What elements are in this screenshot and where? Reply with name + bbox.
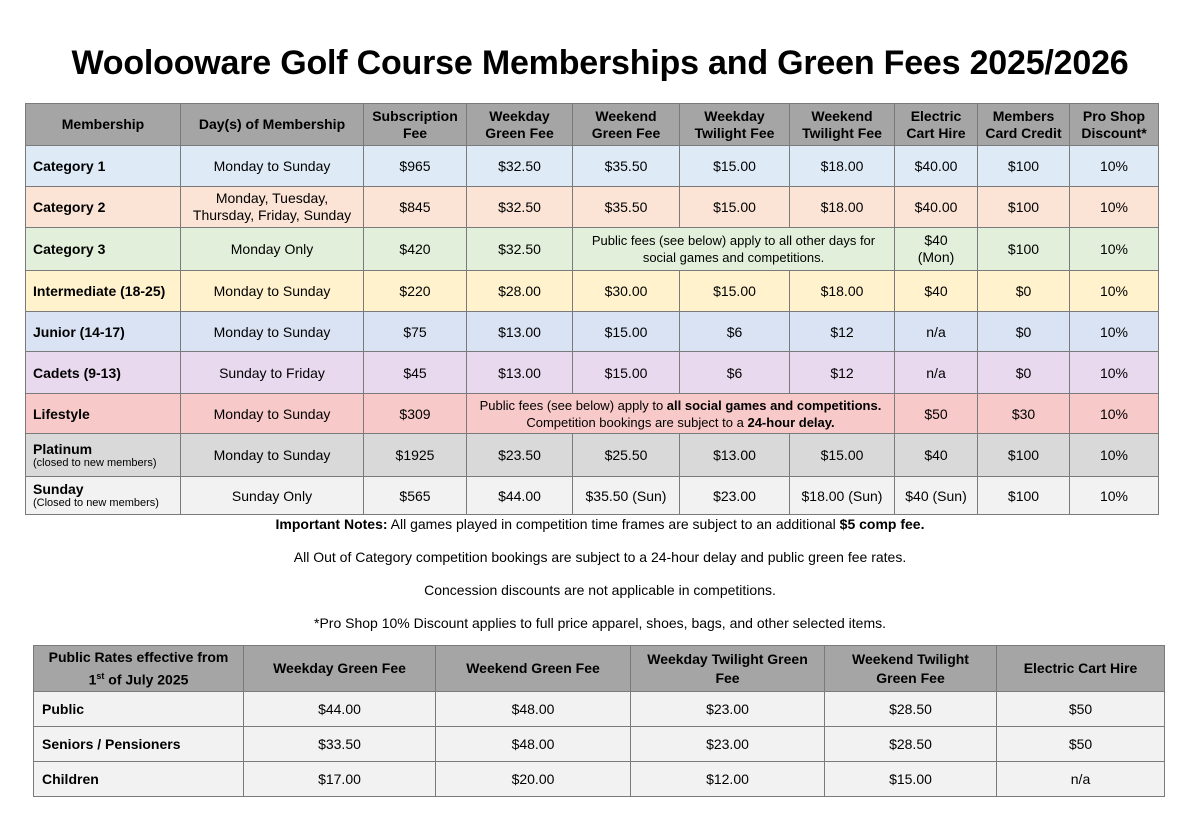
discount-cell: 10% bbox=[1070, 352, 1159, 394]
header-cart: Electric Cart Hire bbox=[895, 104, 978, 146]
discount-cell: 10% bbox=[1070, 228, 1159, 271]
header-credit: Members Card Credit bbox=[978, 104, 1070, 146]
header-weekday-twilight: Weekday Twilight Fee bbox=[680, 104, 790, 146]
weekend-cell: $35.50 (Sun) bbox=[573, 477, 680, 515]
table-row bbox=[26, 146, 1159, 187]
cadets-cell: Cadets (9-13) bbox=[26, 352, 181, 394]
weekday-twilight-cell: $15.00 bbox=[680, 146, 790, 187]
discount-cell: 10% bbox=[1070, 146, 1159, 187]
days-cell: Sunday to Friday bbox=[181, 352, 364, 394]
cart-cell: $50 bbox=[895, 394, 978, 434]
table-row bbox=[26, 394, 1159, 434]
weekend-cell: $20.00 bbox=[436, 762, 631, 797]
header-weekend-green: Weekend Green Fee bbox=[573, 104, 680, 146]
days-cell: Monday to Sunday bbox=[181, 312, 364, 352]
weekend-twilight-cell: $12 bbox=[790, 352, 895, 394]
junior-cell: Junior (14-17) bbox=[26, 312, 181, 352]
days-cell: Sunday Only bbox=[181, 477, 364, 515]
table-row bbox=[26, 271, 1159, 312]
weekend-twilight-cell: $15.00 bbox=[790, 434, 895, 477]
weekday-twilight-cell: $6 bbox=[680, 312, 790, 352]
header-weekday-green: Weekday Green Fee bbox=[467, 104, 573, 146]
credit-cell: $30 bbox=[978, 394, 1070, 434]
weekend-twilight-cell: $28.50 bbox=[825, 692, 997, 727]
lifestyle-cell: Lifestyle bbox=[26, 394, 181, 434]
important-notes: Important Notes: All games played in competition time frames are subject to an additional $5 comp fee. bbox=[275, 516, 925, 532]
credit-cell: $0 bbox=[978, 271, 1070, 312]
platinum-cell: Platinum (closed to new members) bbox=[26, 434, 181, 477]
days-cell: Monday, Tuesday, Thursday, Friday, Sunday bbox=[181, 187, 364, 228]
weekday-cell: $44.00 bbox=[244, 692, 436, 727]
cart-cell: $50 bbox=[997, 727, 1165, 762]
table-row bbox=[34, 762, 1165, 797]
cart-cell: n/a bbox=[997, 762, 1165, 797]
category-2-cell: Category 2 bbox=[26, 187, 181, 228]
sunday-cell: Sunday (Closed to new members) bbox=[26, 477, 181, 515]
public-rates-table bbox=[33, 645, 1165, 797]
days-cell: Monday to Sunday bbox=[181, 146, 364, 187]
note-concession: Concession discounts are not applicable in competitions. bbox=[424, 582, 776, 598]
weekday-cell: $32.50 bbox=[467, 146, 573, 187]
weekday-twilight-cell: $23.00 bbox=[680, 477, 790, 515]
weekend-twilight-cell: $18.00 (Sun) bbox=[790, 477, 895, 515]
membership-header-row bbox=[26, 104, 1159, 146]
subscription-cell: $75 bbox=[364, 312, 467, 352]
discount-cell: 10% bbox=[1070, 477, 1159, 515]
credit-cell: $100 bbox=[978, 228, 1070, 271]
header-public-weekday: Weekday Green Fee bbox=[244, 646, 436, 692]
header-membership: Membership bbox=[26, 104, 181, 146]
note-pro-shop: *Pro Shop 10% Discount applies to full price apparel, shoes, bags, and other selected items. bbox=[314, 615, 886, 631]
credit-cell: $100 bbox=[978, 477, 1070, 515]
credit-cell: $0 bbox=[978, 352, 1070, 394]
subscription-cell: $309 bbox=[364, 394, 467, 434]
weekend-twilight-cell: $12 bbox=[790, 312, 895, 352]
header-public-cart: Electric Cart Hire bbox=[997, 646, 1165, 692]
weekend-cell: $30.00 bbox=[573, 271, 680, 312]
weekend-twilight-cell: $15.00 bbox=[825, 762, 997, 797]
seniors-label: Seniors / Pensioners bbox=[34, 727, 244, 762]
cart-cell: $40 bbox=[895, 434, 978, 477]
header-days: Day(s) of Membership bbox=[181, 104, 364, 146]
lifestyle-note: Public fees (see below) apply to all social games and competitions. Competition bookings are subject to a 24-hour delay. bbox=[467, 394, 895, 434]
days-cell: Monday Only bbox=[181, 228, 364, 271]
cart-cell: $40 bbox=[895, 271, 978, 312]
table-row bbox=[26, 187, 1159, 228]
discount-cell: 10% bbox=[1070, 312, 1159, 352]
category-1-cell: Category 1 bbox=[26, 146, 181, 187]
subscription-cell: $220 bbox=[364, 271, 467, 312]
table-row bbox=[26, 434, 1159, 477]
cart-cell: $40.00 bbox=[895, 146, 978, 187]
header-subscription: Subscription Fee bbox=[364, 104, 467, 146]
cart-cell: $40 (Sun) bbox=[895, 477, 978, 515]
weekend-twilight-cell: $18.00 bbox=[790, 187, 895, 228]
table-row bbox=[26, 312, 1159, 352]
weekend-cell: $25.50 bbox=[573, 434, 680, 477]
days-cell: Monday to Sunday bbox=[181, 394, 364, 434]
table-row bbox=[26, 477, 1159, 515]
credit-cell: $100 bbox=[978, 146, 1070, 187]
weekday-cell: $44.00 bbox=[467, 477, 573, 515]
subscription-cell: $1925 bbox=[364, 434, 467, 477]
discount-cell: 10% bbox=[1070, 434, 1159, 477]
public-label: Public bbox=[34, 692, 244, 727]
days-cell: Monday to Sunday bbox=[181, 271, 364, 312]
weekday-twilight-cell: $23.00 bbox=[631, 692, 825, 727]
cart-cell: $40 (Mon) bbox=[895, 228, 978, 271]
header-discount: Pro Shop Discount* bbox=[1070, 104, 1159, 146]
weekday-twilight-cell: $23.00 bbox=[631, 727, 825, 762]
subscription-cell: $565 bbox=[364, 477, 467, 515]
category-3-cell: Category 3 bbox=[26, 228, 181, 271]
weekend-twilight-cell: $18.00 bbox=[790, 146, 895, 187]
weekday-twilight-cell: $13.00 bbox=[680, 434, 790, 477]
discount-cell: 10% bbox=[1070, 394, 1159, 434]
days-cell: Monday to Sunday bbox=[181, 434, 364, 477]
discount-cell: 10% bbox=[1070, 187, 1159, 228]
credit-cell: $0 bbox=[978, 312, 1070, 352]
cart-cell: n/a bbox=[895, 312, 978, 352]
weekend-twilight-cell: $18.00 bbox=[790, 271, 895, 312]
public-header-row bbox=[34, 646, 1165, 692]
table-row bbox=[34, 692, 1165, 727]
public-fees-note: Public fees (see below) apply to all other days for social games and competitions. bbox=[573, 228, 895, 271]
cart-cell: $40.00 bbox=[895, 187, 978, 228]
table-row bbox=[34, 727, 1165, 762]
page-title: Woolooware Golf Course Memberships and Green Fees 2025/2026 bbox=[71, 44, 1129, 82]
weekday-cell: $32.50 bbox=[467, 187, 573, 228]
cart-cell: n/a bbox=[895, 352, 978, 394]
credit-cell: $100 bbox=[978, 187, 1070, 228]
credit-cell: $100 bbox=[978, 434, 1070, 477]
weekday-cell: $13.00 bbox=[467, 352, 573, 394]
weekday-twilight-cell: $15.00 bbox=[680, 271, 790, 312]
subscription-cell: $845 bbox=[364, 187, 467, 228]
table-row bbox=[26, 228, 1159, 271]
subscription-cell: $45 bbox=[364, 352, 467, 394]
intermediate-cell: Intermediate (18-25) bbox=[26, 271, 181, 312]
weekend-cell: $35.50 bbox=[573, 187, 680, 228]
weekday-twilight-cell: $12.00 bbox=[631, 762, 825, 797]
membership-table bbox=[25, 103, 1159, 515]
weekday-cell: $17.00 bbox=[244, 762, 436, 797]
header-public-weekday-twilight: Weekday Twilight Green Fee bbox=[631, 646, 825, 692]
discount-cell: 10% bbox=[1070, 271, 1159, 312]
note-out-of-category: All Out of Category competition bookings are subject to a 24-hour delay and public green fee rates. bbox=[293, 549, 907, 565]
weekday-cell: $32.50 bbox=[467, 228, 573, 271]
weekend-cell: $35.50 bbox=[573, 146, 680, 187]
weekday-twilight-cell: $6 bbox=[680, 352, 790, 394]
children-label: Children bbox=[34, 762, 244, 797]
header-public-rates: Public Rates effective from 1st of July 2025 bbox=[34, 646, 244, 692]
weekday-cell: $28.00 bbox=[467, 271, 573, 312]
header-weekend-twilight: Weekend Twilight Fee bbox=[790, 104, 895, 146]
weekday-cell: $33.50 bbox=[244, 727, 436, 762]
table-row bbox=[26, 352, 1159, 394]
weekend-cell: $48.00 bbox=[436, 727, 631, 762]
weekday-twilight-cell: $15.00 bbox=[680, 187, 790, 228]
weekday-cell: $13.00 bbox=[467, 312, 573, 352]
cart-cell: $50 bbox=[997, 692, 1165, 727]
weekday-cell: $23.50 bbox=[467, 434, 573, 477]
subscription-cell: $420 bbox=[364, 228, 467, 271]
weekend-cell: $15.00 bbox=[573, 352, 680, 394]
subscription-cell: $965 bbox=[364, 146, 467, 187]
weekend-twilight-cell: $28.50 bbox=[825, 727, 997, 762]
weekend-cell: $15.00 bbox=[573, 312, 680, 352]
weekend-cell: $48.00 bbox=[436, 692, 631, 727]
header-public-weekend: Weekend Green Fee bbox=[436, 646, 631, 692]
header-public-weekend-twilight: Weekend Twilight Green Fee bbox=[825, 646, 997, 692]
